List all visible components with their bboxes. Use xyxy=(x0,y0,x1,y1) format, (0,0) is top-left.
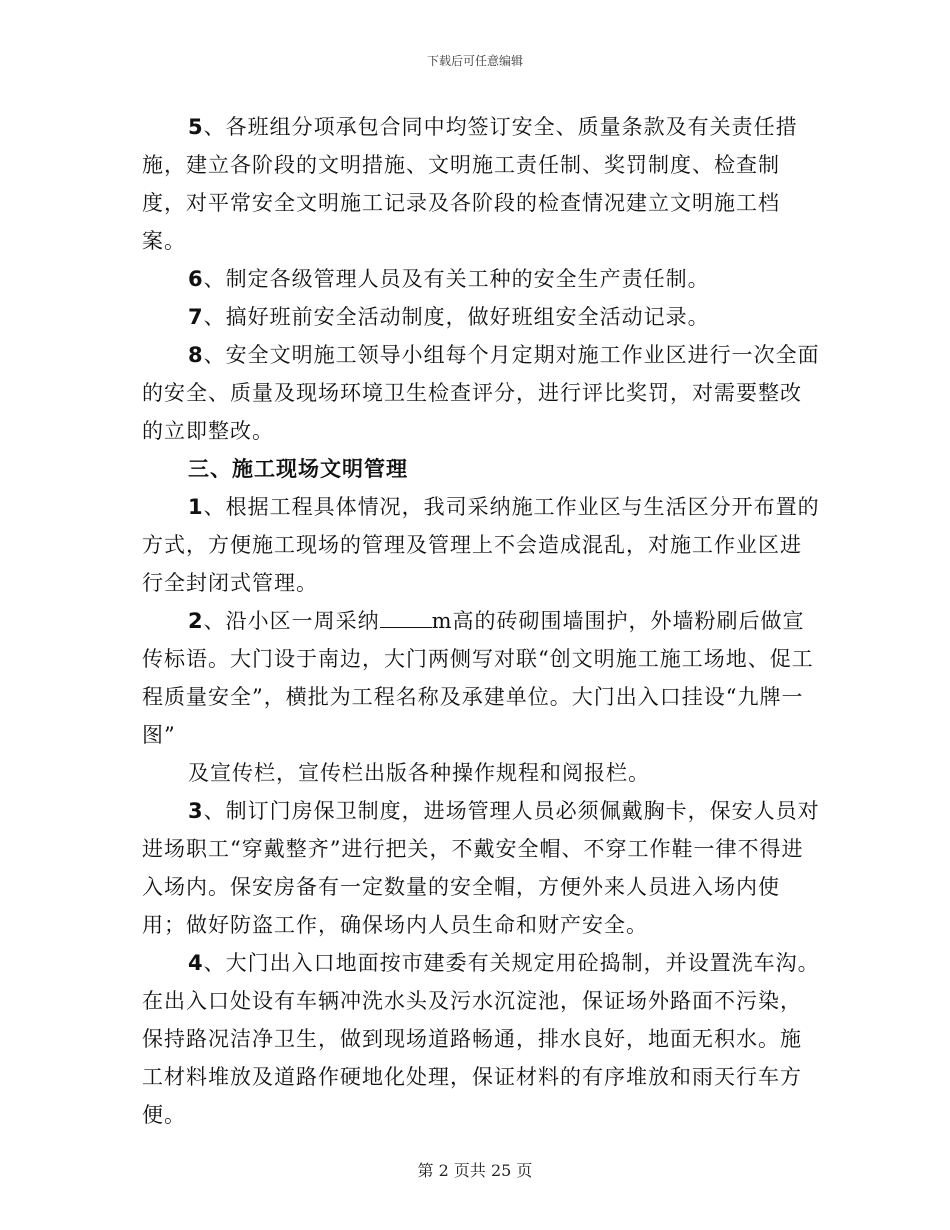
item-number: 3 xyxy=(188,799,204,823)
item-number: 6 xyxy=(188,267,204,291)
paragraph-text: 、沿小区一周采纳 xyxy=(203,609,380,633)
paragraph-item-2 xyxy=(142,602,822,754)
paragraph-continuation: 及宣传栏，宣传栏出版各种操作规程和阅报栏。 xyxy=(188,761,650,785)
paragraph-text: 、各班组分项承包合同中均签订安全、质量条款及有关责任措施，建立各阶段的文明措施、文明施工责任制、奖罚制度、检查制度，对平常安全文明施工记录及各阶段的检查情况建立文明施工档案。 xyxy=(142,115,798,253)
item-number: 8 xyxy=(188,343,204,367)
paragraph-text: 、根据工程具体情况，我司采纳施工作业区与生活区分开布置的方式，方便施工现场的管理及管理上不会造成混乱，对施工作业区进行全封闭式管理。 xyxy=(142,495,820,595)
item-number: 5 xyxy=(188,115,204,139)
paragraph-item-7 xyxy=(142,298,822,336)
paragraph-item-3 xyxy=(142,792,822,944)
paragraph-text: 、制定各级管理人员及有关工种的安全生产责任制。 xyxy=(203,267,710,291)
paragraph-text: 、搞好班前安全活动制度，做好班组安全活动记录。 xyxy=(203,305,710,329)
item-number: 2 xyxy=(188,609,204,633)
item-number: 4 xyxy=(188,951,204,975)
item-number: 7 xyxy=(188,305,204,329)
paragraph-text: 、大门出入口地面按市建委有关规定用砼捣制，并设置洗车沟。在出入口处设有车辆冲洗水头及污水沉淀池，保证场外路面不污染，保持路况洁净卫生，做到现场道路畅通，排水良好，地面无积水。施工材料堆放及道路作硬地化处理，保证材料的有序堆放和雨天行车方便。 xyxy=(142,951,820,1127)
paragraph-item-6 xyxy=(142,260,822,298)
page-footer: 第 2 页共 25 页 xyxy=(417,1161,533,1180)
item-number: 1 xyxy=(188,495,204,519)
paragraph-item-4 xyxy=(142,944,822,1134)
page-header: 下载后可任意编辑 xyxy=(426,54,523,68)
paragraph-text: 、安全文明施工领导小组每个月定期对施工作业区进行一次全面的安全、质量及现场环境卫生检查评分，进行评比奖罚，对需要整改的立即整改。 xyxy=(142,343,820,443)
paragraph-text: m高的砖砌围墙围护，外墙粉刷后做宣传标语。大门设于南边，大门两侧写对联“创文明施工施工场地、促工程质量安全”，横批为工程名称及承建单位。大门出入口挂设“九牌一图” xyxy=(142,609,814,747)
paragraph-item-5 xyxy=(142,108,822,260)
document-body xyxy=(142,108,822,1134)
fill-in-blank xyxy=(380,609,432,628)
paragraph-item-1 xyxy=(142,488,822,602)
paragraph-item-8 xyxy=(142,336,822,450)
section-heading: 三、施工现场文明管理 xyxy=(188,456,408,481)
paragraph-text: 、制订门房保卫制度，进场管理人员必须佩戴胸卡，保安人员对进场职工“穿戴整齐”进行把关，不戴安全帽、不穿工作鞋一律不得进入场内。保安房备有一定数量的安全帽，方便外来人员进入场内使用；做好防盗工作，确保场内人员生命和财产安全。 xyxy=(142,799,820,937)
